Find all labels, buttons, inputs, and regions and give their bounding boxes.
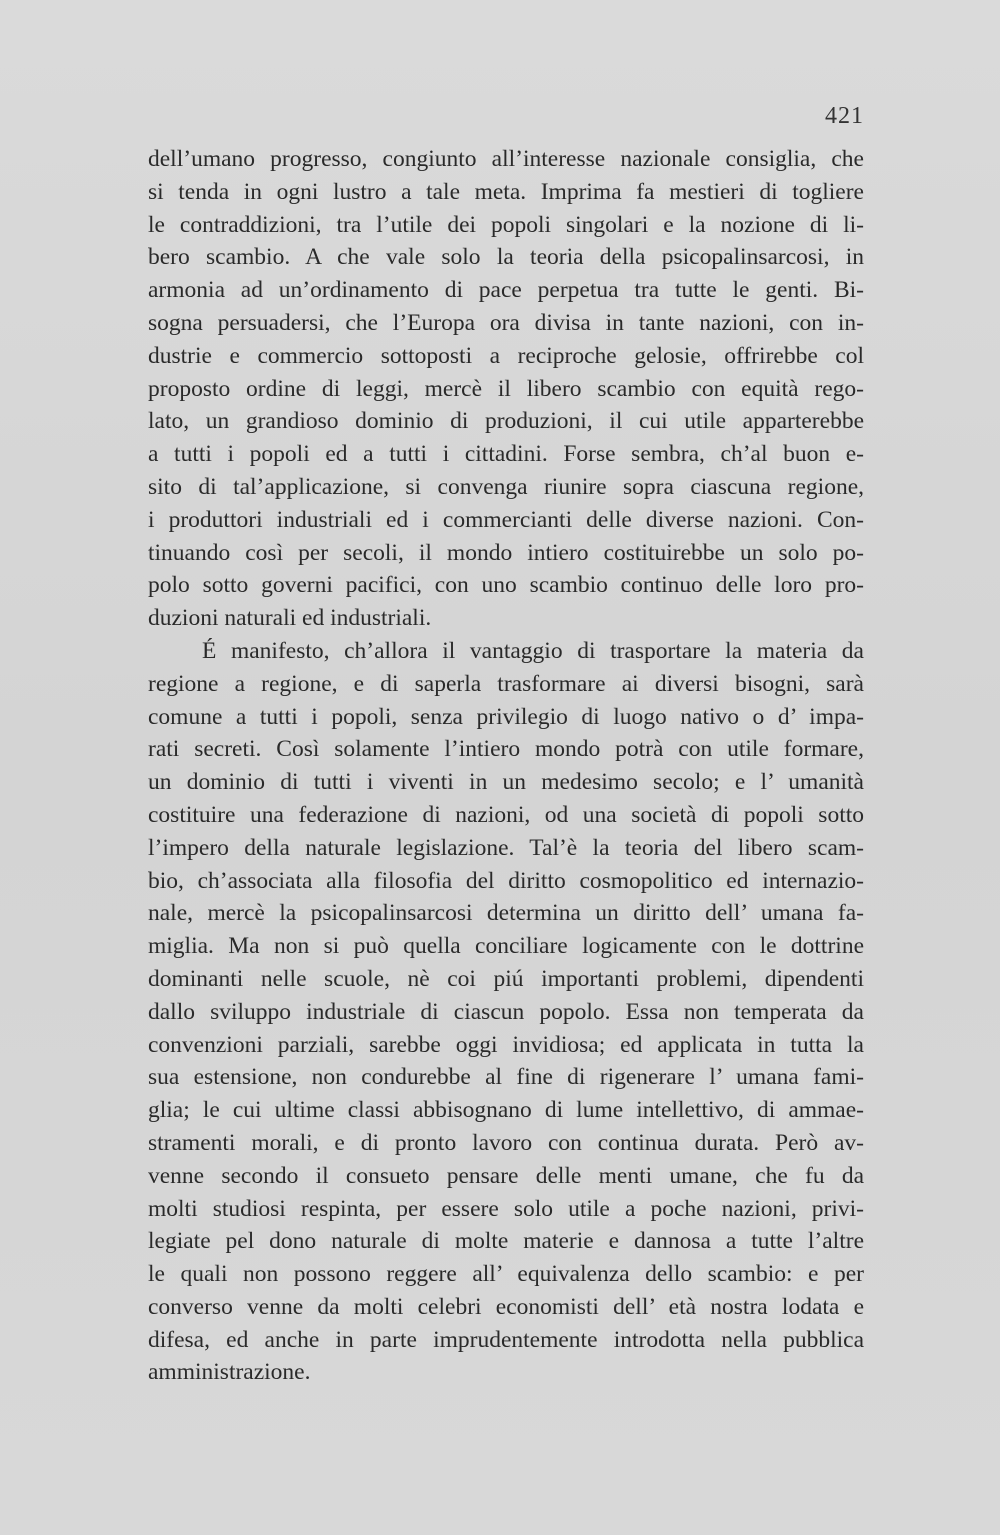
text-line: comune a tutti i popoli, senza privilegio di luogo nativo o d’ impa- — [148, 703, 864, 730]
text-line: dominanti nelle scuole, nè coi piú importanti problemi, dipendenti — [148, 965, 864, 992]
text-line: venne secondo il consueto pensare delle menti umane, che fu da — [148, 1162, 864, 1189]
text-line: difesa, ed anche in parte imprudentemente introdotta nella pubblica — [148, 1326, 864, 1353]
text-line: dallo sviluppo industriale di ciascun popolo. Essa non temperata da — [148, 998, 864, 1025]
text-line: converso venne da molti celebri economisti dell’ età nostra lodata e — [148, 1293, 864, 1320]
text-line: le contraddizioni, tra l’utile dei popoli singolari e la nozione di li- — [148, 211, 864, 238]
text-line: costituire una federazione di nazioni, od una società di popoli sotto — [148, 801, 864, 828]
text-line: legiate pel dono naturale di molte materie e dannosa a tutte l’altre — [148, 1228, 864, 1255]
text-line: miglia. Ma non si può quella conciliare logicamente con le dottrine — [148, 933, 864, 960]
text-line: sua estensione, non condurebbe al fine di rigenerare l’ umana fami- — [148, 1064, 864, 1091]
text-line: molti studiosi respinta, per essere solo utile a poche nazioni, privi- — [148, 1195, 864, 1222]
page-number: 421 — [825, 103, 864, 129]
paragraph-start-line: É manifesto, ch’allora il vantaggio di trasportare la materia da — [202, 637, 864, 664]
text-line: le quali non possono reggere all’ equivalenza dello scambio: e per — [148, 1261, 864, 1288]
text-line: stramenti morali, e di pronto lavoro con continua durata. Però av- — [148, 1129, 864, 1156]
text-line: convenzioni parziali, sarebbe oggi invidiosa; ed applicata in tutta la — [148, 1031, 864, 1058]
text-line: dustrie e commercio sottoposti a reciproche gelosie, offrirebbe col — [148, 342, 864, 369]
text-line: bio, ch’associata alla filosofia del diritto cosmopolitico ed internazio- — [148, 867, 864, 894]
text-line: a tutti i popoli ed a tutti i cittadini. Forse sembra, ch’al buon e- — [148, 441, 864, 468]
body-text — [148, 143, 864, 1389]
text-line: rati secreti. Così solamente l’intiero mondo potrà con utile formare, — [148, 736, 864, 763]
paragraph-end-line: amministrazione. — [148, 1359, 311, 1386]
text-line: dell’umano progresso, congiunto all’interesse nazionale consiglia, che — [148, 146, 864, 172]
text-line: i produttori industriali ed i commercianti delle diverse nazioni. Con- — [148, 506, 864, 533]
text-line: regione a regione, e di saperla trasformare ai diversi bisogni, sarà — [148, 670, 864, 697]
text-line: nale, mercè la psicopalinsarcosi determina un diritto dell’ umana fa- — [148, 900, 864, 927]
text-line: un dominio di tutti i viventi in un medesimo secolo; e l’ umanità — [148, 769, 864, 796]
text-line: tinuando così per secoli, il mondo intiero costituirebbe un solo po- — [148, 539, 864, 566]
text-line: sito di tal’applicazione, si convenga riunire sopra ciascuna regione, — [148, 473, 864, 500]
text-line: polo sotto governi pacifici, con uno scambio continuo delle loro pro- — [148, 572, 864, 599]
text-line: lato, un grandioso dominio di produzioni, il cui utile apparterebbe — [148, 408, 864, 435]
text-line: sogna persuadersi, che l’Europa ora divisa in tante nazioni, con in- — [148, 309, 864, 336]
text-line: armonia ad un’ordinamento di pace perpetua tra tutte le genti. Bi- — [148, 277, 864, 304]
paragraph-end-line: duzioni naturali ed industriali. — [148, 605, 432, 632]
text-line: l’impero della naturale legislazione. Tal’è la teoria del libero scam- — [148, 834, 864, 861]
text-line: glia; le cui ultime classi abbisognano di lume intellettivo, di ammae- — [148, 1097, 864, 1124]
text-line: bero scambio. A che vale solo la teoria della psicopalinsarcosi, in — [148, 244, 864, 271]
text-line: proposto ordine di leggi, mercè il libero scambio con equità rego- — [148, 375, 864, 402]
text-line: si tenda in ogni lustro a tale meta. Imprima fa mestieri di togliere — [148, 178, 864, 205]
